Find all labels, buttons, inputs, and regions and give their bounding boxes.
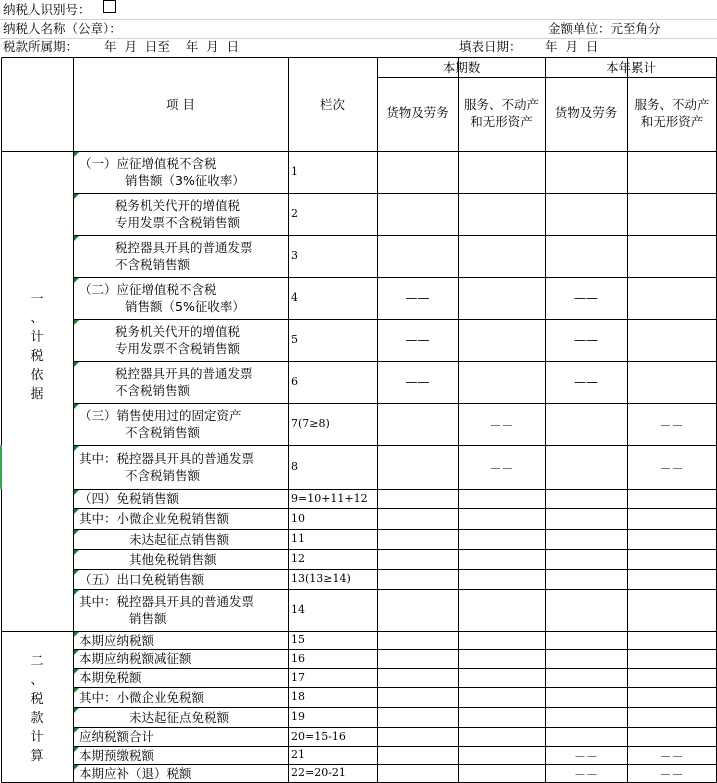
amount-cell[interactable] xyxy=(378,650,458,668)
amount-cell[interactable] xyxy=(546,509,627,529)
amount-cell[interactable] xyxy=(378,236,458,277)
row-item-label xyxy=(79,747,154,764)
amount-cell[interactable] xyxy=(378,632,458,649)
cell-comment-marker xyxy=(74,650,79,655)
row-item-label xyxy=(79,571,204,588)
row-item-line1: 税控器具开具的普通发票 xyxy=(115,366,253,381)
row-line-number: 12 xyxy=(291,552,305,565)
amount-cell[interactable] xyxy=(459,320,545,361)
cell-comment-marker xyxy=(74,688,79,693)
col-goods-current: 货物及劳务 xyxy=(386,105,449,120)
row-line-number: 10 xyxy=(291,511,305,525)
row-item-line1: 本期应补（退）税额 xyxy=(79,765,192,781)
row-line-number: 8 xyxy=(291,460,298,473)
row-line-number: 17 xyxy=(291,670,305,684)
row-item-line1: （五）出口免税销售额 xyxy=(79,571,205,587)
amount-cell[interactable] xyxy=(378,152,458,193)
amount-cell[interactable] xyxy=(546,446,627,489)
col-services-line2: 和无形资产 xyxy=(640,114,704,129)
amount-cell[interactable] xyxy=(378,765,458,782)
row-item-label xyxy=(79,650,192,667)
amount-cell[interactable] xyxy=(378,509,458,529)
row-item-label xyxy=(79,765,192,782)
row-item-label xyxy=(129,531,229,548)
cell-comment-marker xyxy=(74,320,79,325)
row-item-line1: （二）应征增值税不含税 xyxy=(79,282,217,297)
row-item-line1: 未达起征点免税额 xyxy=(129,709,230,725)
amount-cell[interactable] xyxy=(378,446,458,489)
fill-date-label: 填表日期： xyxy=(459,39,522,54)
row-item-label xyxy=(115,197,240,231)
row-line-number: 16 xyxy=(291,651,305,665)
row-item-label xyxy=(79,490,179,507)
cell-comment-marker xyxy=(74,632,79,637)
cell-comment-marker xyxy=(74,152,79,157)
row-line-number: 13(13≥14) xyxy=(291,572,351,585)
row-item-label xyxy=(79,669,142,686)
row-line-number: 2 xyxy=(291,207,298,220)
amount-cell[interactable] xyxy=(628,688,716,707)
row-item-label xyxy=(115,323,240,357)
row-item-label xyxy=(79,450,254,484)
amount-cell[interactable] xyxy=(628,550,716,569)
not-applicable-dash: －－ xyxy=(489,418,514,433)
amount-cell[interactable] xyxy=(628,530,716,549)
cell-comment-marker xyxy=(74,708,79,713)
cell-comment-marker xyxy=(74,362,79,367)
row-item-line2: 不含税销售额 xyxy=(115,383,191,398)
amount-cell[interactable] xyxy=(459,509,545,529)
amount-cell[interactable] xyxy=(459,632,545,649)
amount-cell[interactable] xyxy=(378,530,458,549)
row-item-line1: 税务机关代开的增值税 xyxy=(115,324,241,339)
amount-cell[interactable] xyxy=(628,650,716,668)
amount-cell[interactable] xyxy=(546,590,627,631)
row-item-line2: 不含税销售额 xyxy=(125,425,201,440)
cell-comment-marker xyxy=(74,490,79,495)
amount-cell[interactable] xyxy=(546,632,627,649)
not-applicable-dash: —— xyxy=(405,290,430,305)
row-item-line1: 其中：小微企业免税额 xyxy=(79,689,205,705)
col-services-ytd xyxy=(627,96,717,130)
amount-cell[interactable] xyxy=(546,404,627,445)
row-line-number: 15 xyxy=(291,633,305,646)
amount-cell[interactable] xyxy=(459,765,545,782)
row-item-label xyxy=(79,510,229,527)
amount-cell[interactable] xyxy=(628,669,716,687)
amount-cell[interactable] xyxy=(628,490,716,508)
amount-cell[interactable] xyxy=(546,490,627,508)
amount-cell[interactable] xyxy=(546,728,627,746)
not-applicable-dash: —— xyxy=(405,374,430,389)
cell-comment-marker xyxy=(74,728,79,733)
row-item-line1: （一）应征增值税不含税 xyxy=(79,156,217,171)
row-line-number: 14 xyxy=(291,603,305,616)
row-line-number: 21 xyxy=(291,748,305,761)
col-services-line2: 和无形资产 xyxy=(470,114,533,129)
cell-comment-marker xyxy=(74,747,79,752)
row-line-number: 1 xyxy=(291,165,298,178)
cell-comment-marker xyxy=(74,530,79,535)
row-item-line2: 销售额（3%征收率） xyxy=(125,173,245,188)
row-line-number: 5 xyxy=(291,333,298,346)
row-line-number: 20=15-16 xyxy=(291,729,346,743)
col-services-line1: 服务、不动产 xyxy=(463,97,539,112)
amount-cell[interactable] xyxy=(459,728,545,746)
row-item-line1: 本期应纳税额 xyxy=(79,632,155,648)
row-item-line1: 其他免税销售额 xyxy=(129,551,217,567)
amount-cell[interactable] xyxy=(459,708,545,727)
amount-cell[interactable] xyxy=(546,152,627,193)
amount-cell[interactable] xyxy=(546,194,627,235)
amount-cell[interactable] xyxy=(378,708,458,727)
col-line: 栏次 xyxy=(319,97,345,112)
row-line-number: 9=10+11+12 xyxy=(291,491,368,505)
amount-cell[interactable] xyxy=(459,490,545,508)
amount-cell[interactable] xyxy=(628,590,716,631)
row-item-line2: 不含税销售额 xyxy=(115,257,191,272)
amount-cell[interactable] xyxy=(546,688,627,707)
row-item-line2: 销售额 xyxy=(129,611,167,626)
row-item-line1: 应纳税额合计 xyxy=(79,729,155,744)
row-item-label xyxy=(129,551,217,568)
row-item-label xyxy=(79,632,154,649)
row-line-number: 18 xyxy=(291,690,305,703)
amount-cell[interactable] xyxy=(459,152,545,193)
row-item-line1: 其中：小微企业免税销售额 xyxy=(79,511,230,526)
tax-period-label: 税款所属期： xyxy=(3,39,79,54)
row-item-label xyxy=(79,728,154,745)
amount-unit: 金额单位：元至角分 xyxy=(548,21,661,36)
row-line-number: 19 xyxy=(291,710,305,723)
row-item-line2: 销售额（5%征收率） xyxy=(125,299,245,314)
amount-cell[interactable] xyxy=(378,550,458,569)
amount-cell[interactable] xyxy=(378,194,458,235)
amount-cell[interactable] xyxy=(546,236,627,277)
amount-cell[interactable] xyxy=(628,632,716,649)
col-current-period: 本期数 xyxy=(442,60,481,75)
amount-cell[interactable] xyxy=(628,708,716,727)
amount-cell[interactable] xyxy=(378,688,458,707)
amount-cell[interactable] xyxy=(628,320,716,361)
amount-cell[interactable] xyxy=(378,728,458,746)
not-applicable-dash: －－ xyxy=(659,767,684,782)
row-item-line1: （三）销售使用过的固定资产 xyxy=(79,408,242,423)
row-item-label xyxy=(79,689,204,706)
cell-comment-marker xyxy=(74,236,79,241)
not-applicable-dash: —— xyxy=(574,332,598,347)
amount-cell[interactable] xyxy=(378,747,458,764)
cell-comment-marker xyxy=(74,446,79,451)
row-line-number: 6 xyxy=(291,375,298,388)
amount-cell[interactable] xyxy=(628,236,716,277)
amount-cell[interactable] xyxy=(459,530,545,549)
amount-cell[interactable] xyxy=(459,278,545,319)
amount-cell[interactable] xyxy=(459,669,545,687)
not-applicable-dash: —— xyxy=(574,374,598,389)
row-line-number: 4 xyxy=(291,291,298,304)
amount-cell[interactable] xyxy=(546,650,627,668)
row-item-line1: 本期应纳税额减征额 xyxy=(79,651,192,666)
row-item-label xyxy=(129,709,229,726)
amount-cell[interactable] xyxy=(459,688,545,707)
row-item-label xyxy=(79,281,245,315)
not-applicable-dash: －－ xyxy=(659,418,684,433)
amount-cell[interactable] xyxy=(546,550,627,569)
row-item-line2: 专用发票不含税销售额 xyxy=(115,215,241,230)
row-line-number: 11 xyxy=(291,532,305,545)
col-services-current xyxy=(458,96,545,130)
cell-comment-marker xyxy=(74,509,79,514)
amount-cell[interactable] xyxy=(628,509,716,529)
row-item-label xyxy=(115,365,253,399)
amount-cell[interactable] xyxy=(378,669,458,687)
row-line-number: 3 xyxy=(291,249,298,262)
amount-cell[interactable] xyxy=(628,194,716,235)
row-item-label xyxy=(79,593,254,627)
amount-cell[interactable] xyxy=(459,550,545,569)
row-item-line2: 不含税销售额 xyxy=(125,468,201,483)
row-selection-marker xyxy=(0,445,2,489)
amount-cell[interactable] xyxy=(628,362,716,403)
amount-cell[interactable] xyxy=(628,570,716,589)
amount-cell[interactable] xyxy=(378,590,458,631)
amount-cell[interactable] xyxy=(378,404,458,445)
taxpayer-name-label: 纳税人名称（公章）： xyxy=(3,21,122,36)
section-tax-calc: 二 、 税 款 计 算 xyxy=(30,654,44,764)
amount-cell[interactable] xyxy=(459,236,545,277)
col-services-line1: 服务、不动产 xyxy=(634,97,710,112)
amount-cell[interactable] xyxy=(459,362,545,403)
amount-cell[interactable] xyxy=(546,530,627,549)
row-item-line1: 未达起征点销售额 xyxy=(129,531,230,547)
row-item-line2: 专用发票不含税销售额 xyxy=(115,341,241,356)
row-item-label xyxy=(79,407,242,441)
col-item: 项 目 xyxy=(166,97,195,112)
fill-date-value[interactable]: 年 月 日 xyxy=(545,39,599,54)
amount-cell[interactable] xyxy=(459,570,545,589)
cell-comment-marker xyxy=(74,194,79,199)
not-applicable-dash: －－ xyxy=(489,461,514,476)
amount-cell[interactable] xyxy=(628,152,716,193)
amount-cell[interactable] xyxy=(546,570,627,589)
cell-comment-marker xyxy=(74,570,79,575)
not-applicable-dash: －－ xyxy=(659,749,684,764)
tax-period-value[interactable]: 年 月 日至 年 月 日 xyxy=(104,39,240,54)
row-item-line1: 税控器具开具的普通发票 xyxy=(115,240,253,255)
amount-cell[interactable] xyxy=(459,194,545,235)
cell-comment-marker xyxy=(74,669,79,674)
not-applicable-dash: －－ xyxy=(659,461,684,476)
row-item-label xyxy=(115,239,253,273)
taxpayer-id-label: 纳税人识别号： xyxy=(3,2,91,17)
row-line-number: 7(7≥8) xyxy=(291,417,330,430)
row-line-number: 22=20-21 xyxy=(291,766,346,779)
row-item-line1: 税务机关代开的增值税 xyxy=(115,198,241,213)
not-applicable-dash: －－ xyxy=(573,749,598,764)
not-applicable-dash: －－ xyxy=(573,767,598,782)
col-goods-ytd: 货物及劳务 xyxy=(554,105,618,120)
not-applicable-dash: —— xyxy=(405,332,430,347)
not-applicable-dash: —— xyxy=(574,290,598,305)
amount-cell[interactable] xyxy=(378,490,458,508)
row-item-line1: 本期预缴税额 xyxy=(79,747,155,763)
amount-cell[interactable] xyxy=(546,708,627,727)
amount-cell[interactable] xyxy=(378,570,458,589)
cell-comment-marker xyxy=(74,590,79,595)
row-item-line1: 其中：税控器具开具的普通发票 xyxy=(79,451,255,466)
amount-cell[interactable] xyxy=(459,590,545,631)
amount-cell[interactable] xyxy=(628,278,716,319)
amount-cell[interactable] xyxy=(628,728,716,746)
cell-comment-marker xyxy=(74,404,79,409)
row-item-label xyxy=(79,155,245,189)
cell-comment-marker xyxy=(74,765,79,770)
col-year-to-date: 本年累计 xyxy=(605,60,656,75)
cell-comment-marker xyxy=(74,550,79,555)
section-tax-basis: 一 、 计 税 依 据 xyxy=(30,292,44,402)
amount-cell[interactable] xyxy=(546,669,627,687)
amount-cell[interactable] xyxy=(459,650,545,668)
row-item-line1: 其中：税控器具开具的普通发票 xyxy=(79,594,255,609)
row-item-line1: （四）免税销售额 xyxy=(79,491,180,506)
amount-cell[interactable] xyxy=(459,747,545,764)
cell-comment-marker xyxy=(74,278,79,283)
row-item-line1: 本期免税额 xyxy=(79,670,142,685)
